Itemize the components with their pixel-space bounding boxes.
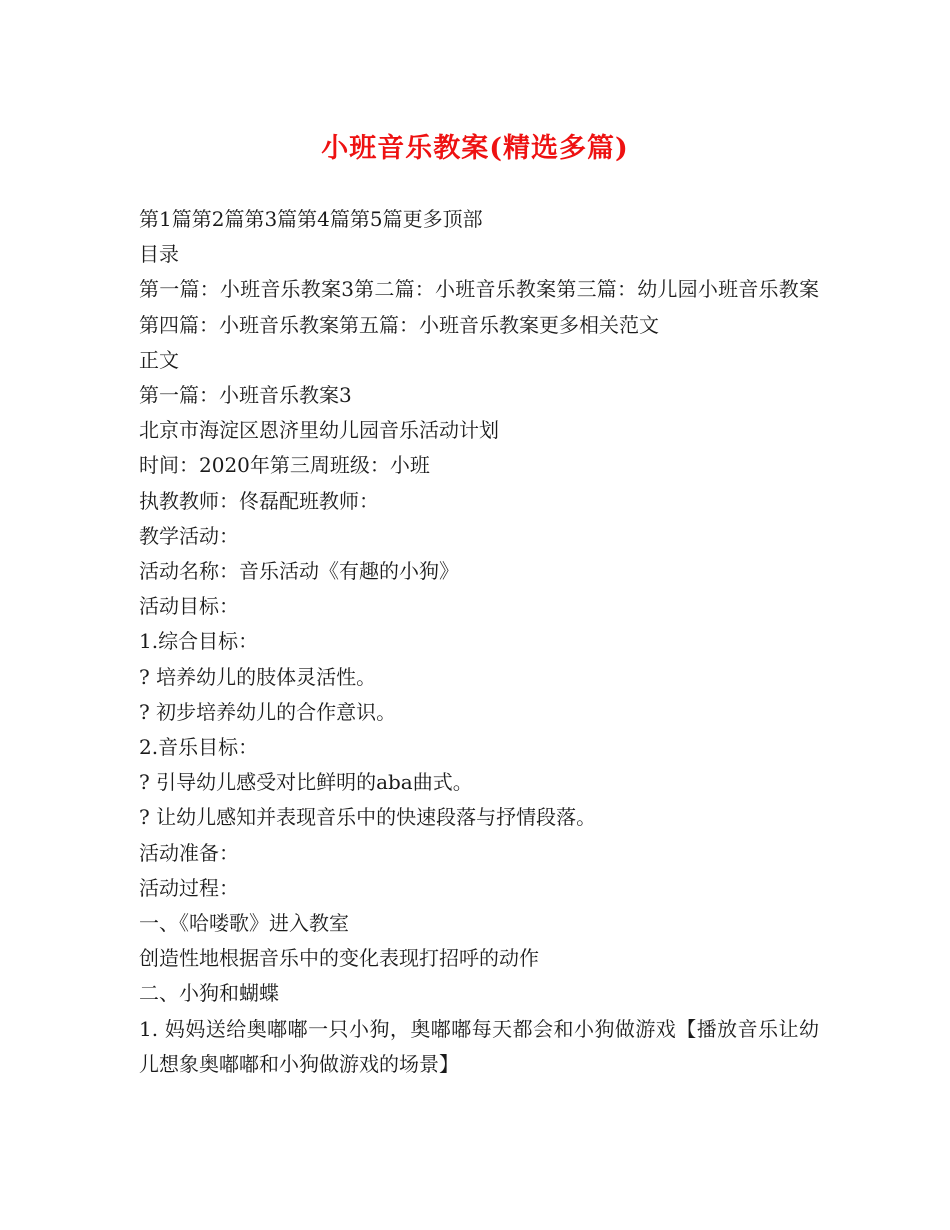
list-item: ? 引导幼儿感受对比鲜明的aba曲式。 xyxy=(139,770,473,795)
paragraph-chapter-title: 第一篇：小班音乐教案3 xyxy=(139,383,352,408)
paragraph: 创造性地根据音乐中的变化表现打招呼的动作 xyxy=(139,946,539,971)
paragraph: 活动准备： xyxy=(139,840,239,865)
document-body xyxy=(139,202,819,1082)
paragraph-chapter-nav: 第1篇第2篇第3篇第4篇第5篇更多顶部 xyxy=(139,207,483,231)
paragraph: 1. 妈妈送给奥嘟嘟一只小狗，奥嘟嘟每天都会和小狗做游戏【播放音乐让幼儿想象奥嘟嘟和小狗做游戏的场景】 xyxy=(139,1016,819,1076)
list-item: ? 培养幼儿的肢体灵活性。 xyxy=(139,664,377,689)
paragraph-toc-heading: 目录 xyxy=(139,242,179,267)
paragraph: 二、小狗和蝴蝶 xyxy=(139,981,279,1006)
list-item: ? 初步培养幼儿的合作意识。 xyxy=(139,699,397,724)
document-title: 小班音乐教案(精选多篇) xyxy=(321,133,629,164)
paragraph: 活动名称：音乐活动《有趣的小狗》 xyxy=(139,559,459,584)
list-item: ? 让幼儿感知并表现音乐中的快速段落与抒情段落。 xyxy=(139,805,597,830)
paragraph: 时间：2020年第三周班级：小班 xyxy=(139,453,430,478)
paragraph: 一、《哈喽歌》进入教室 xyxy=(139,911,349,936)
paragraph: 1.综合目标： xyxy=(139,629,259,654)
paragraph: 活动过程： xyxy=(139,875,239,900)
paragraph-body-heading: 正文 xyxy=(139,347,179,372)
paragraph: 2.音乐目标： xyxy=(139,735,259,760)
paragraph: 北京市海淀区恩济里幼儿园音乐活动计划 xyxy=(139,418,499,443)
paragraph: 活动目标： xyxy=(139,594,239,619)
paragraph-toc-list: 第一篇：小班音乐教案3第二篇：小班音乐教案第三篇：幼儿园小班音乐教案第四篇：小班音乐教案第五篇：小班音乐教案更多相关范文 xyxy=(139,277,819,337)
paragraph: 教学活动： xyxy=(139,523,239,548)
paragraph: 执教教师：佟磊配班教师： xyxy=(139,488,379,513)
